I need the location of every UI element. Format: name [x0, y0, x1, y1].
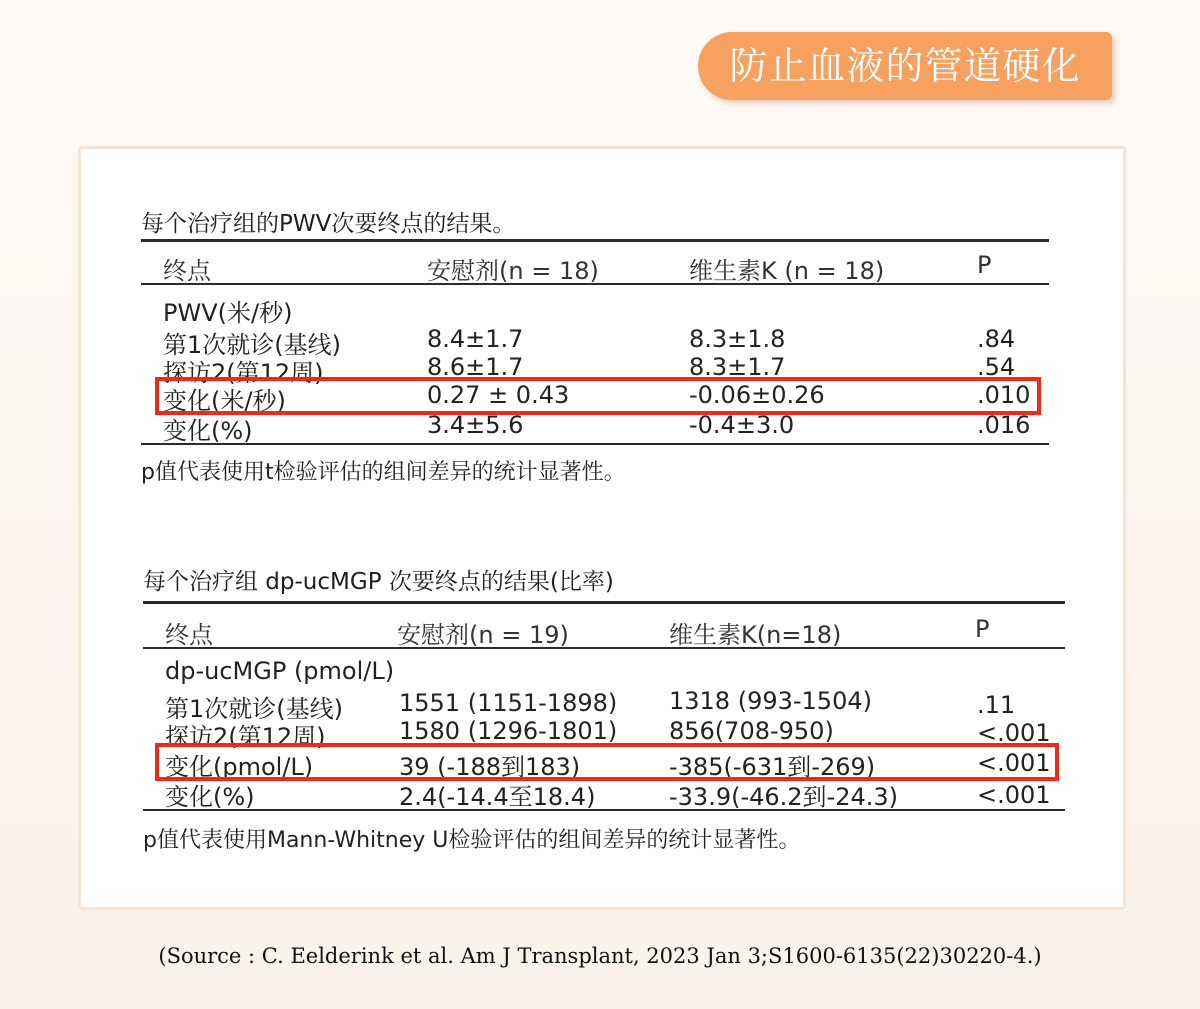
table1-row2-p: .54 — [977, 353, 1016, 381]
table1-row4-vitamin-k: -0.4±3.0 — [689, 411, 795, 439]
table1-row3-vitamin-k: -0.06±0.26 — [689, 381, 825, 409]
table1-row1-label: 第1次就诊(基线) — [163, 331, 341, 359]
table1-header-endpoint: 终点 — [163, 257, 211, 285]
table1-row3-label: 变化(米/秒) — [163, 387, 286, 415]
table2-row2-vitamin-k: 856(708-950) — [669, 717, 834, 745]
table1-row1-vitamin-k: 8.3±1.8 — [689, 325, 786, 353]
table1-bottom-rule — [141, 443, 1049, 445]
table2-row3-placebo: 39 (-188到183) — [399, 753, 581, 781]
banner-title: 防止血液的管道硬化 — [698, 32, 1112, 100]
table2-row4-vitamin-k: -33.9(-46.2到-24.3) — [669, 783, 899, 811]
table1-top-rule — [141, 239, 1049, 242]
table2-row4-placebo: 2.4(-14.4至18.4) — [399, 783, 596, 811]
table2-header-placebo: 安慰剂(n = 19) — [397, 621, 569, 649]
table2-highlight-box — [155, 743, 1059, 781]
table2-row2-label: 探访2(第12周) — [165, 723, 326, 751]
table1-header-vitamin-k: 维生素K (n = 18) — [689, 257, 885, 285]
table2-row4-p: <.001 — [977, 781, 1051, 809]
table-card — [78, 146, 1126, 910]
table2-row1-p: .11 — [977, 691, 1016, 719]
table2-caption: 每个治疗组 dp-ucMGP 次要终点的结果(比率) — [143, 569, 614, 595]
table2-row3-label: 变化(pmol/L) — [165, 753, 314, 781]
table2-group-label: dp-ucMGP (pmol/L) — [165, 657, 395, 685]
table1-group-label: PWV(米/秒) — [163, 299, 293, 327]
table2-bottom-rule — [143, 809, 1065, 811]
table1-highlight-box — [155, 377, 1041, 415]
table1-header-placebo: 安慰剂(n = 18) — [427, 257, 599, 285]
table2-row4-label: 变化(%) — [165, 783, 255, 811]
table2-header-endpoint: 终点 — [165, 621, 213, 649]
table2-top-rule — [143, 601, 1065, 604]
table1-caption: 每个治疗组的PWV次要终点的结果。 — [141, 211, 516, 237]
table2-header-p: P — [975, 615, 990, 643]
table1-row2-placebo: 8.6±1.7 — [427, 353, 524, 381]
table1-row2-vitamin-k: 8.3±1.7 — [689, 353, 786, 381]
table2-header-rule — [143, 647, 1065, 649]
table1-header-p: P — [977, 251, 992, 279]
table2-row1-label: 第1次就诊(基线) — [165, 695, 343, 723]
table2-row3-p: <.001 — [977, 749, 1051, 777]
table2-row1-placebo: 1551 (1151-1898) — [399, 689, 618, 717]
table1-row1-placebo: 8.4±1.7 — [427, 325, 524, 353]
table1-footnote: p值代表使用t检验评估的组间差异的统计显著性。 — [141, 460, 626, 485]
table1-row1-p: .84 — [977, 325, 1016, 353]
table1-row4-label: 变化(%) — [163, 417, 253, 445]
table1-row2-label: 探访2(第12周) — [163, 359, 324, 387]
table1-row4-placebo: 3.4±5.6 — [427, 411, 524, 439]
table2-footnote: p值代表使用Mann-Whitney U检验评估的组间差异的统计显著性。 — [143, 828, 801, 853]
table1-row3-p: .010 — [977, 381, 1031, 409]
table1-header-rule — [141, 283, 1049, 285]
table2-row3-vitamin-k: -385(-631到-269) — [669, 753, 876, 781]
table1-row4-p: .016 — [977, 411, 1031, 439]
table2-row1-vitamin-k: 1318 (993-1504) — [669, 687, 872, 715]
table1-row3-placebo: 0.27 ± 0.43 — [427, 381, 570, 409]
source-citation: (Source : C. Eelderink et al. Am J Transplant, 2023 Jan 3;S1600-6135(22)30220-4.) — [158, 944, 1042, 968]
table2-row2-placebo: 1580 (1296-1801) — [399, 717, 618, 745]
table2-row2-p: <.001 — [977, 719, 1051, 747]
table2-header-vitamin-k: 维生素K(n=18) — [669, 621, 842, 649]
